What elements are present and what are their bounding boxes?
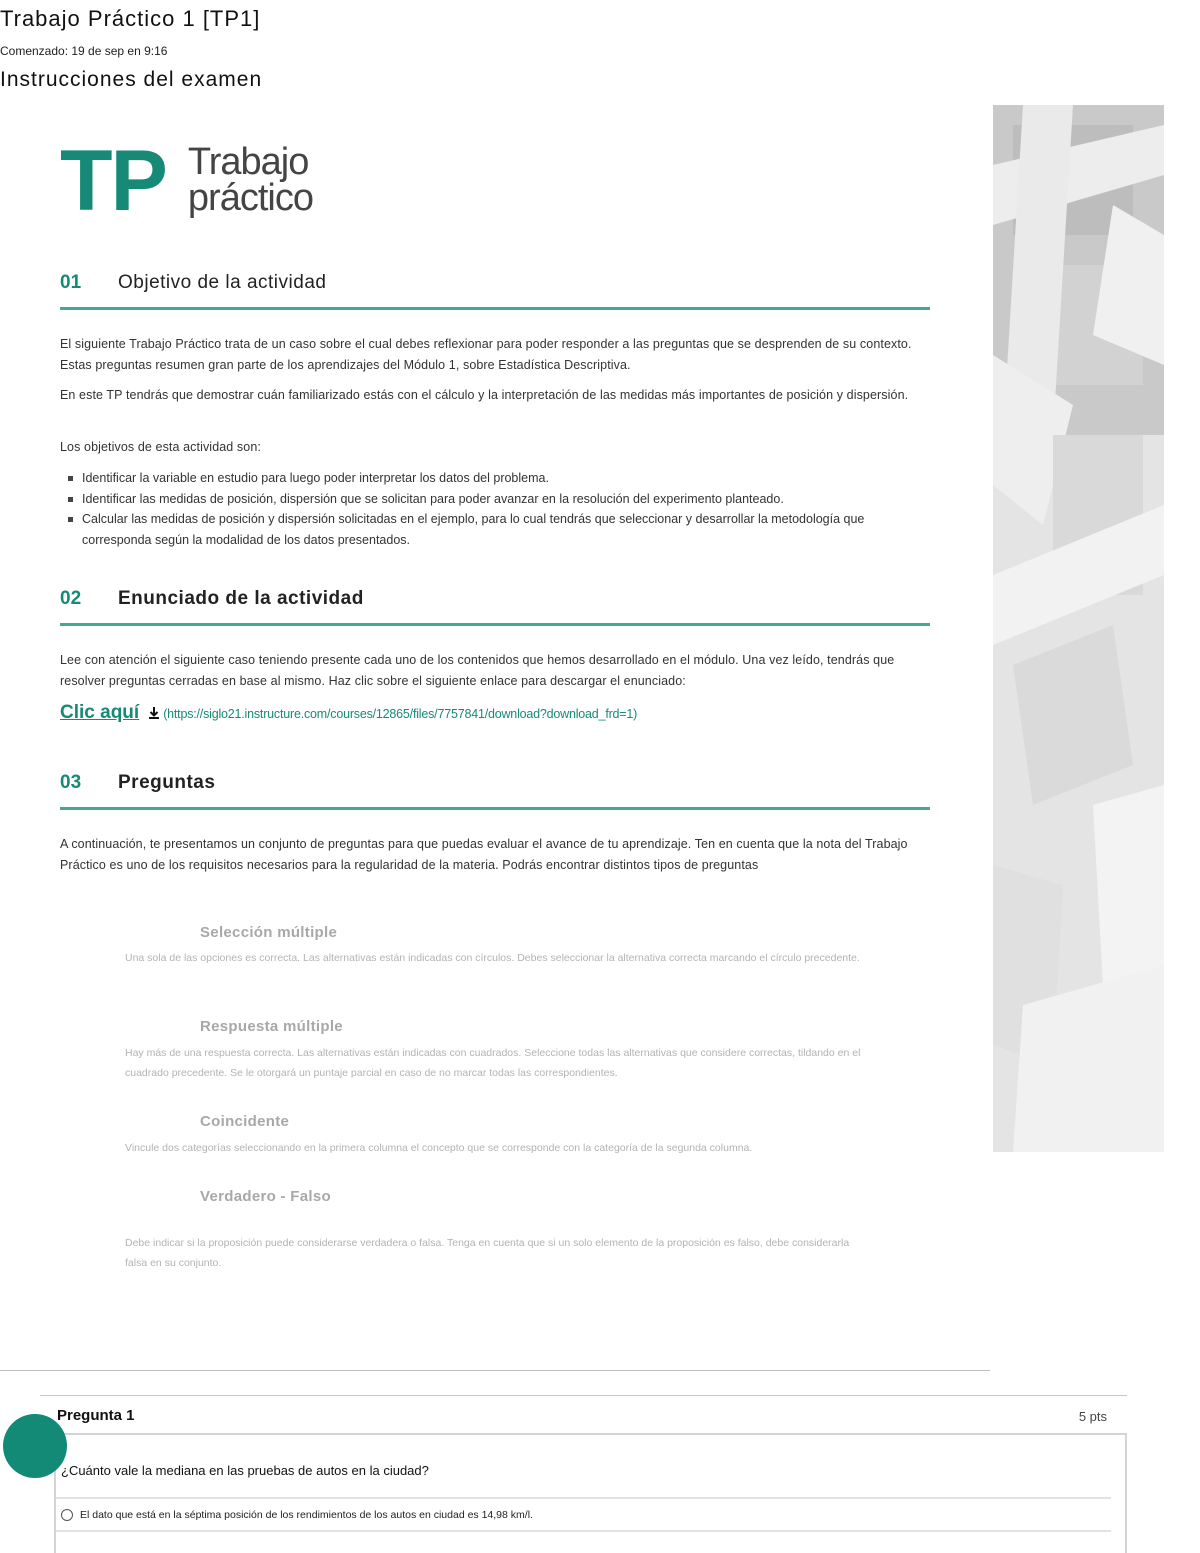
bullet-icon [68, 517, 73, 522]
decorative-photo-panel [993, 105, 1164, 1152]
section-02-paragraph: Lee con atención el siguiente caso teniendo presente cada uno de los contenidos que hemos desarrollado en el módulo. Una vez leído, tendrás que resolver preguntas cerradas en base al mismo. Haz clic sobre el siguiente enlace para descargar el enunciado: [60, 653, 895, 688]
qtype-title-multiple-answer: Respuesta múltiple [200, 1018, 343, 1035]
section-title: Objetivo de la actividad [118, 272, 327, 293]
qtype-title-multiple-choice: Selección múltiple [200, 924, 338, 941]
divider [40, 1395, 1127, 1396]
download-link-row [60, 702, 637, 724]
section-01-paragraph-1: El siguiente Trabajo Práctico trata de un caso sobre el cual debes reflexionar para poder responder a las preguntas que se desprenden de su contexto. Estas preguntas resumen gran parte de los aprendizajes del Módulo 1, sobre Estadística Descriptiva. [60, 337, 912, 372]
list-item-text: Calcular las medidas de posición y dispersión solicitadas en el ejemplo, para lo cual tendrás que seleccionar y desarrollar la metodología que corresponda según la modalidad de los datos presentados. [82, 512, 865, 547]
list-item [60, 509, 930, 550]
list-item [60, 468, 930, 489]
logo-mark: TP [60, 133, 166, 229]
download-url-link[interactable]: (https://siglo21.instructure.com/courses/12865/files/7757841/download?download_frd=1) [163, 707, 638, 721]
objectives-list [60, 468, 930, 550]
tp-logo [60, 133, 313, 229]
logo-words [187, 141, 313, 219]
qtype-desc-matching: Vincule dos categorías seleccionando en la primera columna el concepto que se corresponde con la categoría de la segunda columna. [125, 1142, 753, 1154]
question-title: Pregunta 1 [57, 1407, 135, 1424]
list-item-text: Identificar la variable en estudio para luego poder interpretar los datos del problema. [82, 471, 549, 485]
list-item [60, 489, 930, 510]
page-title: Trabajo Práctico 1 [TP1] [0, 6, 261, 31]
section-01-paragraph-3: Los objetivos de esta actividad son: [60, 440, 261, 454]
section-01-paragraph-2: En este TP tendrás que demostrar cuán familiarizado estás con el cálculo y la interpretación de las medidas más importantes de posición y dispersión. [60, 388, 909, 402]
section-02-header [60, 586, 930, 626]
question-indicator-circle [3, 1414, 67, 1478]
qtype-desc-multiple-answer: Hay más de una respuesta correcta. Las alternativas están indicadas con cuadrados. Seleccione todas las alternativas que considere correctas, tildando en el cuadrado precedente. Se le otorgará un puntaje parcial en caso de no marcar todas las correspondientes. [125, 1047, 861, 1079]
started-timestamp: Comenzado: 19 de sep en 9:16 [0, 44, 168, 58]
question-1 [40, 1395, 1127, 1553]
section-number: 01 [60, 272, 82, 293]
logo-line-2: práctico [187, 177, 313, 219]
download-icon[interactable] [147, 706, 161, 720]
question-body [54, 1433, 1127, 1553]
section-title: Enunciado de la actividad [118, 588, 364, 609]
question-text: ¿Cuánto vale la mediana en las pruebas de autos en la ciudad? [61, 1463, 429, 1478]
instructions-heading: Instrucciones del examen [0, 68, 263, 91]
section-03-header [60, 770, 930, 810]
answer-option-text: El dato que está en la séptima posición de los rendimientos de los autos en ciudad es 14,98 km/l. [80, 1509, 533, 1521]
qtype-title-true-false: Verdadero - Falso [200, 1188, 331, 1205]
list-item-text: Identificar las medidas de posición, dispersión que se solicitan para poder avanzar en la resolución del experimento planteado. [82, 491, 784, 506]
logo-line-1: Trabajo [187, 141, 309, 183]
section-01-header [60, 270, 930, 310]
section-title: Preguntas [118, 772, 216, 793]
qtype-desc-true-false: Debe indicar si la proposición puede considerarse verdadera o falsa. Tenga en cuenta que si un solo elemento de la proposición es falso, debe considerarla falsa en su conjunto. [125, 1237, 850, 1269]
qtype-desc-multiple-choice: Una sola de las opciones es correcta. Las alternativas están indicadas con círculos. Debes seleccionar la alternativa correcta marcando el círculo precedente. [125, 952, 860, 964]
answer-option[interactable] [61, 1509, 533, 1521]
bullet-icon [68, 497, 73, 502]
bullet-icon [68, 476, 73, 481]
section-number: 03 [60, 772, 82, 793]
question-points: 5 pts [1078, 1409, 1107, 1424]
download-link[interactable]: Clic aquí [60, 702, 140, 723]
decorative-structure-image [993, 105, 1164, 1152]
divider [56, 1497, 1111, 1499]
radio-unchecked-icon[interactable] [61, 1509, 73, 1521]
divider [0, 1370, 990, 1371]
section-03-paragraph: A continuación, te presentamos un conjunto de preguntas para que puedas evaluar el avance de tu aprendizaje. Ten en cuenta que la nota del Trabajo Práctico es uno de los requisitos necesarios para la regularidad de la materia. Podrás encontrar distintos tipos de preguntas [60, 837, 908, 872]
qtype-title-matching: Coincidente [200, 1113, 290, 1130]
section-number: 02 [60, 588, 82, 609]
divider [56, 1530, 1111, 1532]
